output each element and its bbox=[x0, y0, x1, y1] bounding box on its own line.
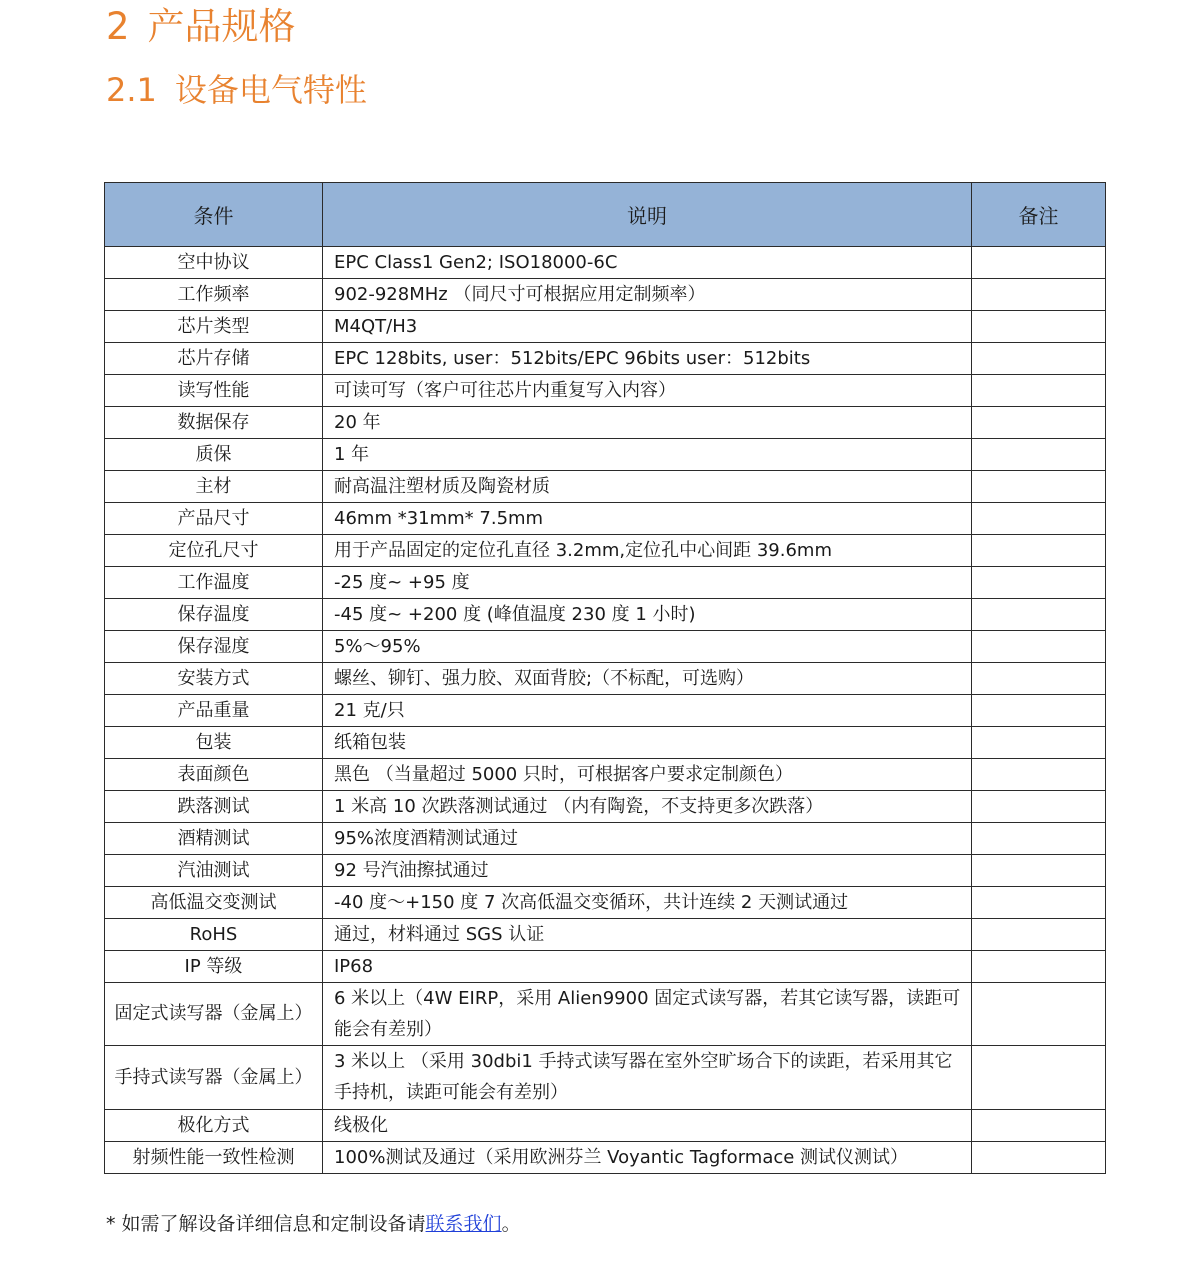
description-cell: 902-928MHz （同尺寸可根据应用定制频率） bbox=[323, 279, 972, 311]
description-cell: 46mm *31mm* 7.5mm bbox=[323, 503, 972, 535]
description-cell: IP68 bbox=[323, 951, 972, 983]
table-body bbox=[105, 247, 1106, 1174]
remark-cell bbox=[972, 407, 1106, 439]
description-cell: 1 年 bbox=[323, 439, 972, 471]
remark-cell bbox=[972, 791, 1106, 823]
table-row bbox=[105, 1110, 1106, 1142]
description-cell: 通过，材料通过 SGS 认证 bbox=[323, 919, 972, 951]
condition-cell: 跌落测试 bbox=[105, 791, 323, 823]
remark-cell bbox=[972, 823, 1106, 855]
condition-cell: 射频性能一致性检测 bbox=[105, 1142, 323, 1174]
condition-cell: RoHS bbox=[105, 919, 323, 951]
subsection-title: 设备电气特性 bbox=[174, 71, 367, 109]
remark-cell bbox=[972, 567, 1106, 599]
section-title: 产品规格 bbox=[147, 5, 296, 48]
remark-cell bbox=[972, 311, 1106, 343]
description-cell: 95%浓度酒精测试通过 bbox=[323, 823, 972, 855]
table-row bbox=[105, 855, 1106, 887]
table-row bbox=[105, 471, 1106, 503]
subsection-heading bbox=[106, 70, 367, 110]
condition-cell: 包装 bbox=[105, 727, 323, 759]
remark-cell bbox=[972, 599, 1106, 631]
remark-cell bbox=[972, 375, 1106, 407]
table-row bbox=[105, 951, 1106, 983]
remark-cell bbox=[972, 919, 1106, 951]
table-row bbox=[105, 567, 1106, 599]
condition-cell: 质保 bbox=[105, 439, 323, 471]
condition-cell: 产品尺寸 bbox=[105, 503, 323, 535]
remark-cell bbox=[972, 247, 1106, 279]
description-cell: EPC Class1 Gen2; ISO18000-6C bbox=[323, 247, 972, 279]
table-row bbox=[105, 599, 1106, 631]
condition-cell: 安装方式 bbox=[105, 663, 323, 695]
condition-cell: 手持式读写器（金属上） bbox=[105, 1046, 323, 1110]
description-cell: 线极化 bbox=[323, 1110, 972, 1142]
remark-cell bbox=[972, 279, 1106, 311]
condition-cell: 主材 bbox=[105, 471, 323, 503]
description-cell: 5%～95% bbox=[323, 631, 972, 663]
remark-cell bbox=[972, 503, 1106, 535]
condition-cell: 汽油测试 bbox=[105, 855, 323, 887]
description-cell: 用于产品固定的定位孔直径 3.2mm,定位孔中心间距 39.6mm bbox=[323, 535, 972, 567]
description-cell: 21 克/只 bbox=[323, 695, 972, 727]
table-row bbox=[105, 1142, 1106, 1174]
description-cell: 6 米以上（4W EIRP，采用 Alien9900 固定式读写器，若其它读写器，读距可能会有差别） bbox=[323, 983, 972, 1046]
remark-cell bbox=[972, 951, 1106, 983]
footnote-text: * 如需了解设备详细信息和定制设备请 bbox=[106, 1213, 426, 1235]
remark-cell bbox=[972, 471, 1106, 503]
table-row bbox=[105, 343, 1106, 375]
header-description: 说明 bbox=[323, 183, 972, 247]
description-cell: EPC 128bits, user：512bits/EPC 96bits user：512bits bbox=[323, 343, 972, 375]
condition-cell: 表面颜色 bbox=[105, 759, 323, 791]
section-heading bbox=[106, 4, 296, 50]
description-cell: -25 度~ +95 度 bbox=[323, 567, 972, 599]
table-row bbox=[105, 375, 1106, 407]
table-row bbox=[105, 311, 1106, 343]
description-cell: 螺丝、铆钉、强力胶、双面背胶;（不标配，可选购） bbox=[323, 663, 972, 695]
table-row bbox=[105, 759, 1106, 791]
table-row bbox=[105, 279, 1106, 311]
contact-us-link[interactable]: 联系我们 bbox=[425, 1213, 502, 1235]
condition-cell: 空中协议 bbox=[105, 247, 323, 279]
remark-cell bbox=[972, 343, 1106, 375]
footnote bbox=[106, 1210, 521, 1238]
table-row bbox=[105, 663, 1106, 695]
subsection-number: 2.1 bbox=[106, 71, 157, 109]
table-row bbox=[105, 887, 1106, 919]
remark-cell bbox=[972, 759, 1106, 791]
remark-cell bbox=[972, 631, 1106, 663]
description-cell: 100%测试及通过（采用欧洲芬兰 Voyantic Tagformace 测试仪测试） bbox=[323, 1142, 972, 1174]
condition-cell: 产品重量 bbox=[105, 695, 323, 727]
table-row bbox=[105, 983, 1106, 1046]
remark-cell bbox=[972, 535, 1106, 567]
remark-cell bbox=[972, 695, 1106, 727]
condition-cell: 读写性能 bbox=[105, 375, 323, 407]
table-row bbox=[105, 439, 1106, 471]
condition-cell: 极化方式 bbox=[105, 1110, 323, 1142]
description-cell: 20 年 bbox=[323, 407, 972, 439]
condition-cell: 定位孔尺寸 bbox=[105, 535, 323, 567]
description-cell: M4QT/H3 bbox=[323, 311, 972, 343]
section-number: 2 bbox=[106, 5, 130, 48]
condition-cell: 保存温度 bbox=[105, 599, 323, 631]
remark-cell bbox=[972, 1046, 1106, 1110]
description-cell: 黑色 （当量超过 5000 只时，可根据客户要求定制颜色） bbox=[323, 759, 972, 791]
description-cell: 纸箱包装 bbox=[323, 727, 972, 759]
header-remark: 备注 bbox=[972, 183, 1106, 247]
condition-cell: 酒精测试 bbox=[105, 823, 323, 855]
footnote-end: 。 bbox=[501, 1213, 521, 1235]
remark-cell bbox=[972, 983, 1106, 1046]
description-cell: 可读可写（客户可往芯片内重复写入内容） bbox=[323, 375, 972, 407]
table-row bbox=[105, 823, 1106, 855]
description-cell: 92 号汽油擦拭通过 bbox=[323, 855, 972, 887]
remark-cell bbox=[972, 663, 1106, 695]
condition-cell: 数据保存 bbox=[105, 407, 323, 439]
remark-cell bbox=[972, 439, 1106, 471]
spec-table bbox=[104, 182, 1106, 1174]
table-row bbox=[105, 1046, 1106, 1110]
table-row bbox=[105, 695, 1106, 727]
condition-cell: IP 等级 bbox=[105, 951, 323, 983]
table-row bbox=[105, 791, 1106, 823]
table-header-row bbox=[105, 183, 1106, 247]
remark-cell bbox=[972, 855, 1106, 887]
description-cell: -45 度~ +200 度 (峰值温度 230 度 1 小时) bbox=[323, 599, 972, 631]
condition-cell: 芯片存储 bbox=[105, 343, 323, 375]
description-cell: 3 米以上 （采用 30dbi1 手持式读写器在室外空旷场合下的读距，若采用其它手持机，读距可能会有差别） bbox=[323, 1046, 972, 1110]
table-row bbox=[105, 535, 1106, 567]
table-row bbox=[105, 919, 1106, 951]
condition-cell: 高低温交变测试 bbox=[105, 887, 323, 919]
condition-cell: 工作温度 bbox=[105, 567, 323, 599]
remark-cell bbox=[972, 1142, 1106, 1174]
condition-cell: 工作频率 bbox=[105, 279, 323, 311]
remark-cell bbox=[972, 887, 1106, 919]
remark-cell bbox=[972, 1110, 1106, 1142]
condition-cell: 保存湿度 bbox=[105, 631, 323, 663]
description-cell: -40 度～+150 度 7 次高低温交变循环，共计连续 2 天测试通过 bbox=[323, 887, 972, 919]
description-cell: 1 米高 10 次跌落测试通过 （内有陶瓷，不支持更多次跌落） bbox=[323, 791, 972, 823]
condition-cell: 固定式读写器（金属上） bbox=[105, 983, 323, 1046]
condition-cell: 芯片类型 bbox=[105, 311, 323, 343]
header-condition: 条件 bbox=[105, 183, 323, 247]
table-row bbox=[105, 631, 1106, 663]
table-row bbox=[105, 503, 1106, 535]
table-row bbox=[105, 247, 1106, 279]
remark-cell bbox=[972, 727, 1106, 759]
table-row bbox=[105, 727, 1106, 759]
description-cell: 耐高温注塑材质及陶瓷材质 bbox=[323, 471, 972, 503]
table-row bbox=[105, 407, 1106, 439]
